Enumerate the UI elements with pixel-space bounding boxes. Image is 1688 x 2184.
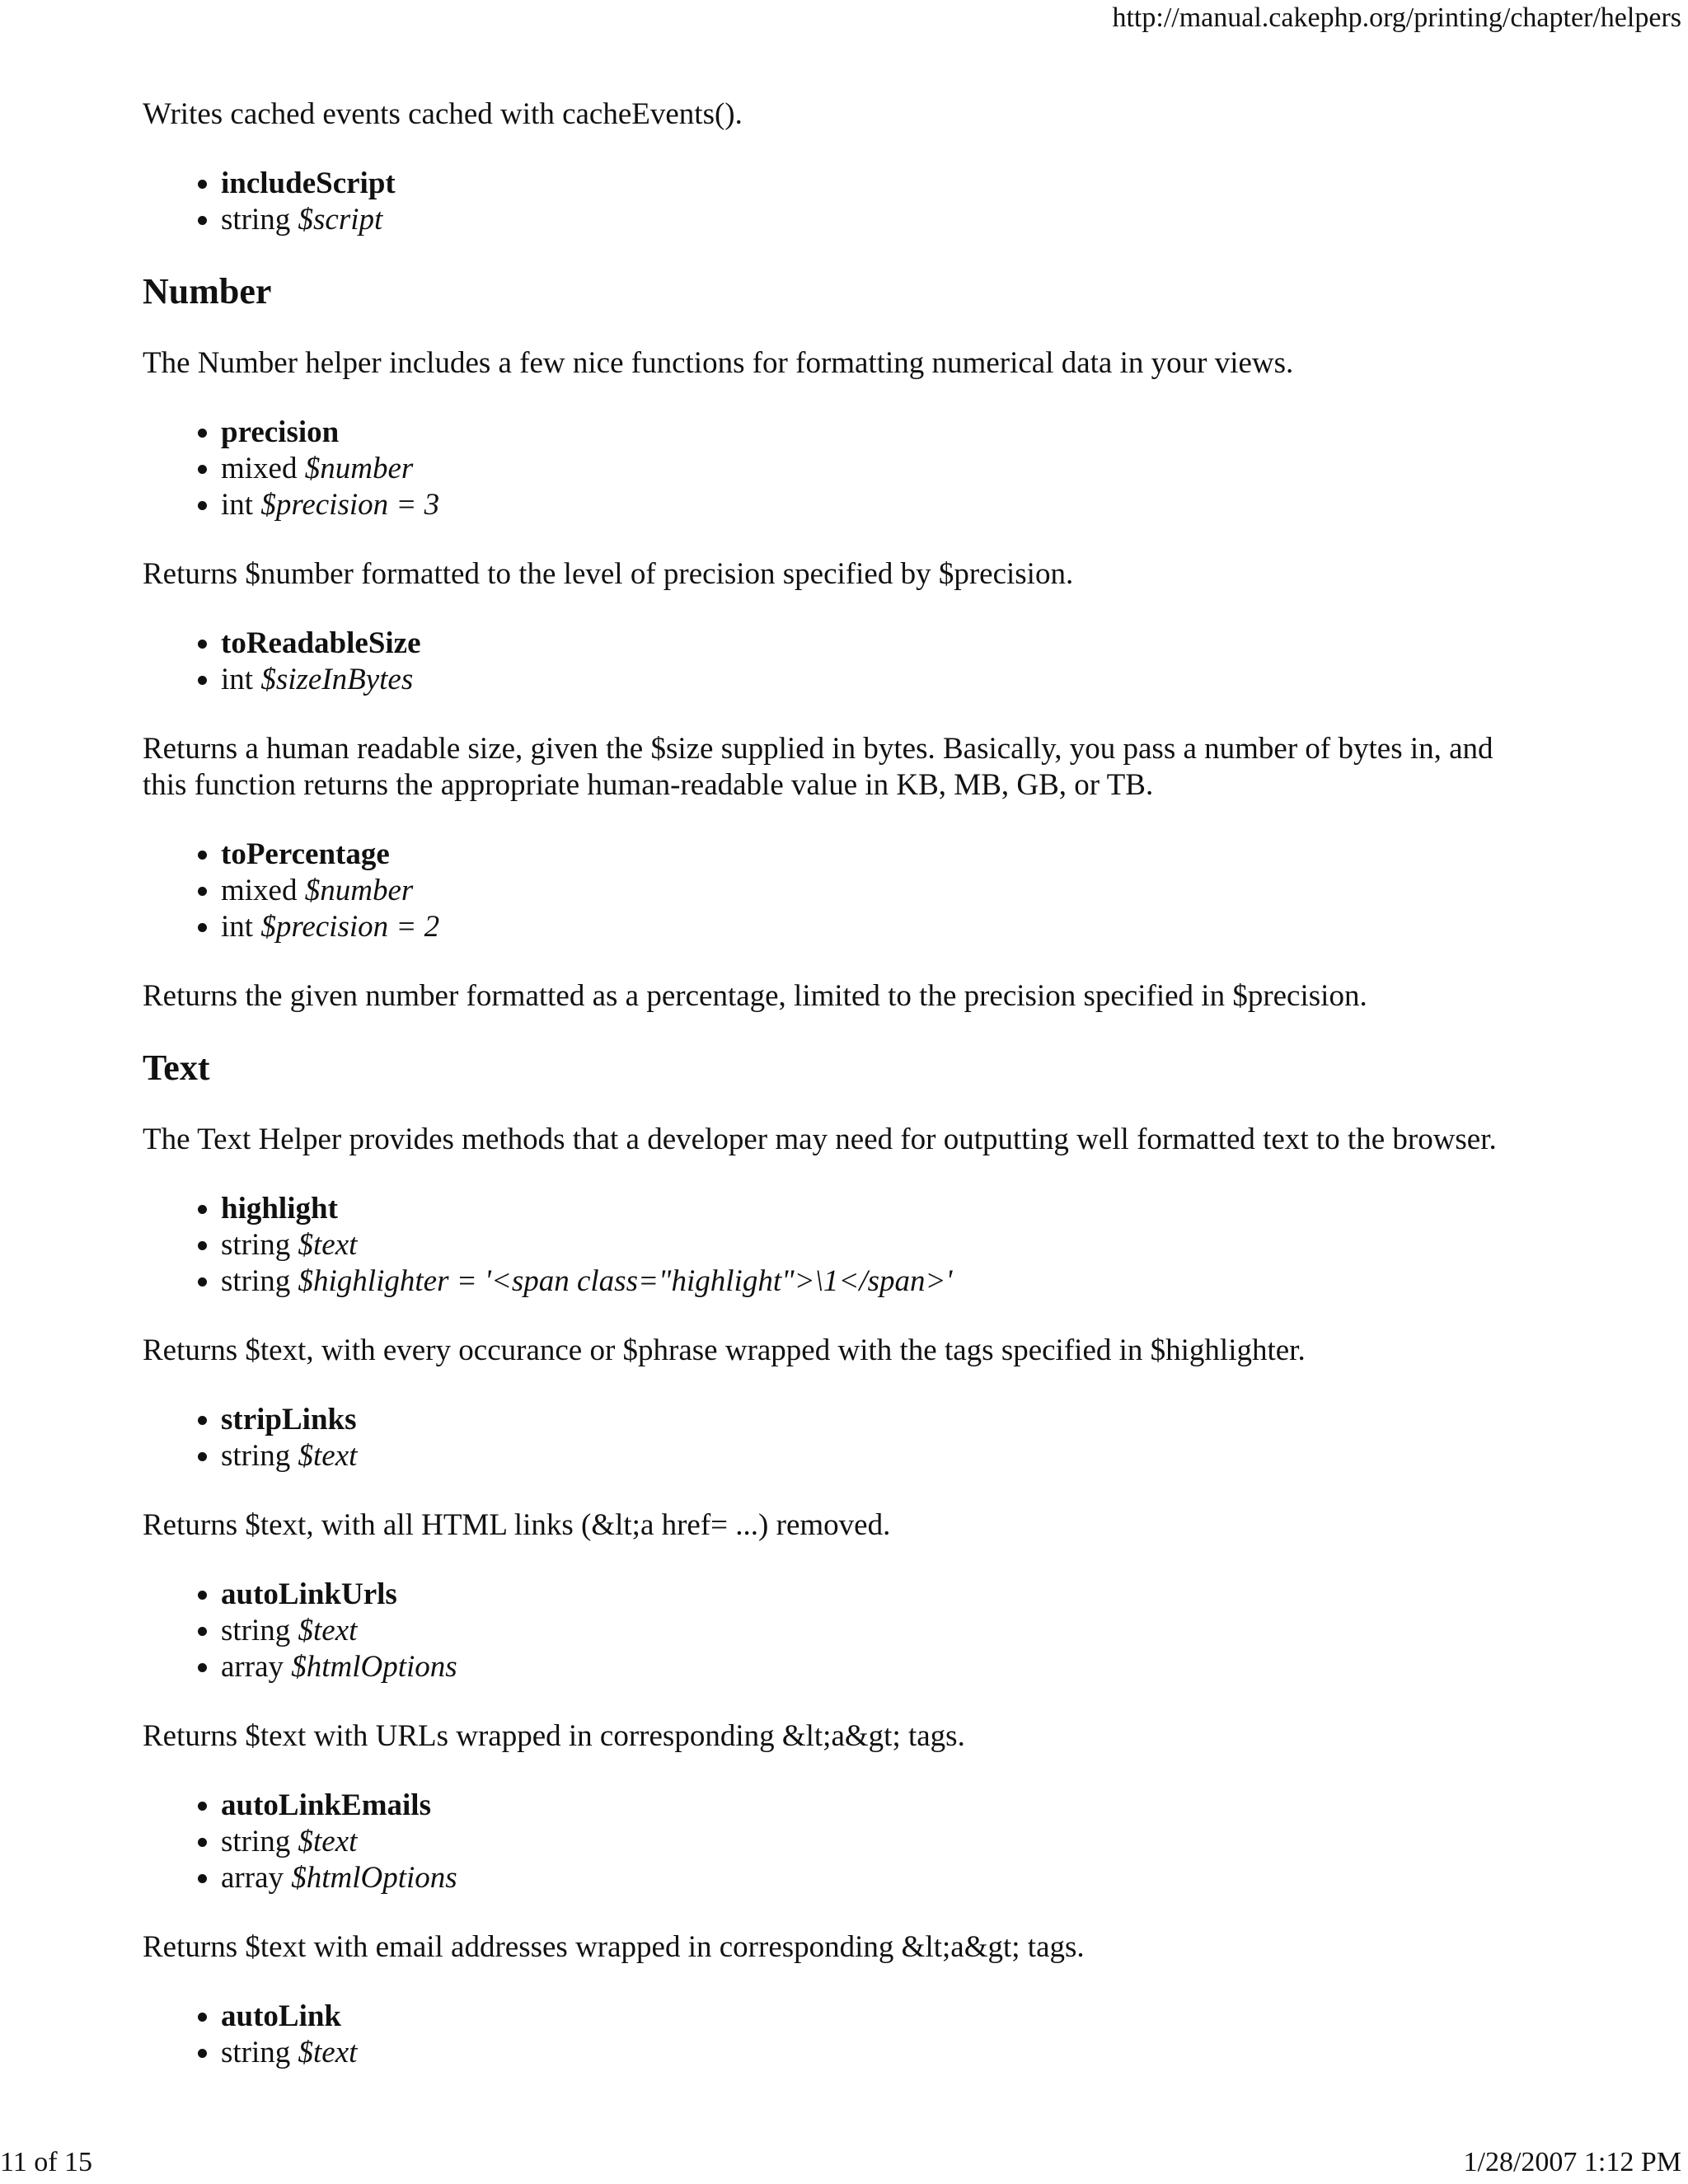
- param-item: [221, 1860, 1544, 1896]
- section-heading-number: Number: [143, 271, 272, 312]
- param-type: array: [221, 1861, 284, 1895]
- param-item: [221, 1613, 1544, 1649]
- param-name: $script: [298, 203, 383, 237]
- function-name: toPercentage: [221, 837, 390, 871]
- function-description: Returns $text with email addresses wrapped in corresponding &lt;a&gt; tags.: [143, 1930, 1085, 1964]
- function-name: highlight: [221, 1192, 338, 1226]
- param-item: [221, 909, 1544, 945]
- function-name-item: [221, 1577, 1544, 1613]
- param-name: $text: [298, 1825, 358, 1858]
- include-script-list: [143, 166, 1544, 238]
- param-item: [221, 1438, 1544, 1474]
- param-type: string: [221, 1228, 291, 1262]
- param-name: $htmlOptions: [291, 1861, 457, 1895]
- param-name: $precision = 2: [260, 910, 440, 944]
- param-name: $sizeInBytes: [260, 663, 414, 696]
- function-name: autoLink: [221, 1999, 342, 2033]
- param-type: mixed: [221, 452, 298, 485]
- param-type: mixed: [221, 874, 298, 907]
- function-name-item: [221, 415, 1544, 451]
- param-item: [221, 662, 1544, 698]
- function-name-item: [221, 166, 1544, 202]
- section-heading-text: Text: [143, 1047, 210, 1088]
- function-name: includeScript: [221, 166, 396, 200]
- param-type: int: [221, 488, 254, 522]
- function-name: autoLinkEmails: [221, 1788, 431, 1822]
- function-name-item: [221, 837, 1544, 873]
- function-name-item: [221, 626, 1544, 662]
- function-description: Returns $text, with all HTML links (&lt;a href= ...) removed.: [143, 1508, 891, 1542]
- auto-link-emails-list: [143, 1788, 1544, 1896]
- param-type: int: [221, 663, 254, 696]
- param-type: string: [221, 1825, 291, 1858]
- footer-page-number: 11 of 15: [0, 2147, 93, 2177]
- param-name: $text: [298, 1228, 358, 1262]
- param-item: [221, 202, 1544, 238]
- param-name: $text: [298, 1439, 358, 1473]
- function-name-item: [221, 1788, 1544, 1824]
- param-item: [221, 873, 1544, 909]
- param-type: string: [221, 203, 291, 237]
- function-description: Returns $text with URLs wrapped in corresponding &lt;a&gt; tags.: [143, 1719, 965, 1753]
- function-description: Returns a human readable size, given the $size supplied in bytes. Basically, you pass a number of bytes in, and this function returns the appropriate human-readable value in KB, MB, GB, or TB.: [143, 732, 1493, 802]
- param-name: $number: [304, 452, 414, 485]
- param-item: [221, 1824, 1544, 1860]
- param-type: string: [221, 2036, 291, 2069]
- function-name-item: [221, 1999, 1544, 2035]
- strip-links-list: [143, 1402, 1544, 1474]
- param-type: array: [221, 1650, 284, 1684]
- param-item: [221, 487, 1544, 523]
- function-name: stripLinks: [221, 1403, 357, 1436]
- auto-link-list: [143, 1999, 1544, 2071]
- page-content: [143, 96, 1544, 2104]
- param-name: $number: [304, 874, 414, 907]
- param-name: $text: [298, 2036, 358, 2069]
- section-description-text: The Text Helper provides methods that a developer may need for outputting well formatted text to the browser.: [143, 1122, 1497, 1156]
- function-name-item: [221, 1402, 1544, 1438]
- param-name: $highlighter = '<span class="highlight">\1</span>': [298, 1264, 953, 1298]
- param-name: $htmlOptions: [291, 1650, 457, 1684]
- footer-datetime: 1/28/2007 1:12 PM: [1463, 2147, 1681, 2177]
- param-type: string: [221, 1264, 291, 1298]
- section-description-number: The Number helper includes a few nice functions for formatting numerical data in your views.: [143, 346, 1294, 380]
- param-item: [221, 1649, 1544, 1685]
- header-url: http://manual.cakephp.org/printing/chapter/helpers: [1112, 2, 1681, 33]
- function-description: Returns $number formatted to the level of precision specified by $precision.: [143, 557, 1074, 591]
- to-percentage-list: [143, 837, 1544, 945]
- param-item: [221, 1263, 1544, 1300]
- intro-paragraph: Writes cached events cached with cacheEvents().: [143, 97, 743, 131]
- param-item: [221, 451, 1544, 487]
- param-type: string: [221, 1614, 291, 1647]
- function-name: toReadableSize: [221, 626, 421, 660]
- function-description: Returns $text, with every occurance or $phrase wrapped with the tags specified in $highlighter.: [143, 1333, 1306, 1367]
- auto-link-urls-list: [143, 1577, 1544, 1685]
- function-name-item: [221, 1191, 1544, 1227]
- highlight-list: [143, 1191, 1544, 1300]
- function-name: autoLinkUrls: [221, 1577, 397, 1611]
- param-name: $precision = 3: [260, 488, 440, 522]
- precision-list: [143, 415, 1544, 523]
- param-item: [221, 1227, 1544, 1263]
- function-description: Returns the given number formatted as a percentage, limited to the precision specified in $precision.: [143, 979, 1367, 1013]
- param-item: [221, 2035, 1544, 2071]
- to-readable-size-list: [143, 626, 1544, 698]
- param-name: $text: [298, 1614, 358, 1647]
- param-type: int: [221, 910, 254, 944]
- function-name: precision: [221, 415, 340, 449]
- param-type: string: [221, 1439, 291, 1473]
